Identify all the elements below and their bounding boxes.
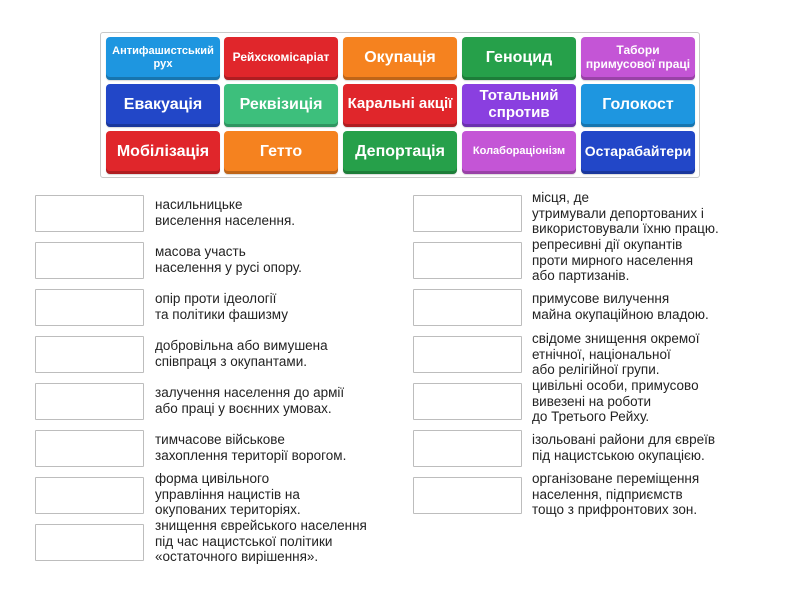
answer-dropbox[interactable] [35,524,144,561]
tile-labor-camps[interactable]: Табори примусової праці [581,37,695,80]
answer-dropbox[interactable] [35,195,144,232]
answer-dropbox[interactable] [413,383,522,420]
definition-text: насильницьке виселення населення. [155,197,296,228]
answer-dropbox[interactable] [35,289,144,326]
tile-reichskommissariat[interactable]: Рейхскомісаріат [224,37,338,80]
definition-text: репресивні дії окупантів проти мирного населення або партизанів. [532,237,694,283]
definition-text: опір проти ідеології та політики фашизму [155,291,288,322]
answer-dropbox[interactable] [413,336,522,373]
tile-ostarbeiter[interactable]: Остарабайтери [581,131,695,174]
tile-holocaust[interactable]: Голокост [581,84,695,127]
tile-genocide[interactable]: Геноцид [462,37,576,80]
definition-text: примусове вилучення майна окупаційною владою. [532,291,709,322]
answer-dropbox[interactable] [413,430,522,467]
tile-deportation[interactable]: Депортація [343,131,457,174]
definition-text: знищення єврейського населення під час нацистської політики «остаточного вирішення». [155,518,367,564]
answer-dropbox[interactable] [413,477,522,514]
definition-text: форма цивільного управління нацистів на окупованих територіях. [155,471,301,517]
definition-text: цивільні особи, примусово вивезені на роботи до Третього Рейху. [532,378,699,424]
definition-text: свідоме знищення окремої етнічної, національної або релігійної групи. [532,331,700,377]
tile-occupation[interactable]: Окупація [343,37,457,80]
tile-mobilization[interactable]: Мобілізація [106,131,220,174]
tile-requisition[interactable]: Реквізиція [224,84,338,127]
definition-text: організоване переміщення населення, підприємств тощо з прифронтових зон. [532,471,700,517]
definition-text: місця, де утримували депортованих і використовували їхню працю. [532,190,719,236]
definition-text: масова участь населення у русі опору. [155,244,302,275]
definition-text: залучення населення до армії або праці у воєнних умовах. [155,385,345,416]
answer-dropbox[interactable] [35,477,144,514]
answer-dropbox[interactable] [413,242,522,279]
answer-dropbox[interactable] [35,430,144,467]
tile-punitive-actions[interactable]: Каральні акції [343,84,457,127]
answer-dropbox[interactable] [35,336,144,373]
answer-dropbox[interactable] [413,289,522,326]
term-tiles-panel [100,32,700,178]
definition-text: добровільна або вимушена співпраця з окупантами. [155,338,328,369]
definition-text: тимчасове військове захоплення території ворогом. [155,432,347,463]
answer-dropbox[interactable] [413,195,522,232]
tile-antifascist-movement[interactable]: Антифашистський рух [106,37,220,80]
tile-collaborationism[interactable]: Колабораціонізм [462,131,576,174]
tile-ghetto[interactable]: Гетто [224,131,338,174]
tile-evacuation[interactable]: Евакуація [106,84,220,127]
answer-dropbox[interactable] [35,242,144,279]
answer-dropbox[interactable] [35,383,144,420]
tile-total-resistance[interactable]: Тотальний спротив [462,84,576,127]
definition-text: ізольовані райони для євреїв під нацистською окупацією. [532,432,716,463]
